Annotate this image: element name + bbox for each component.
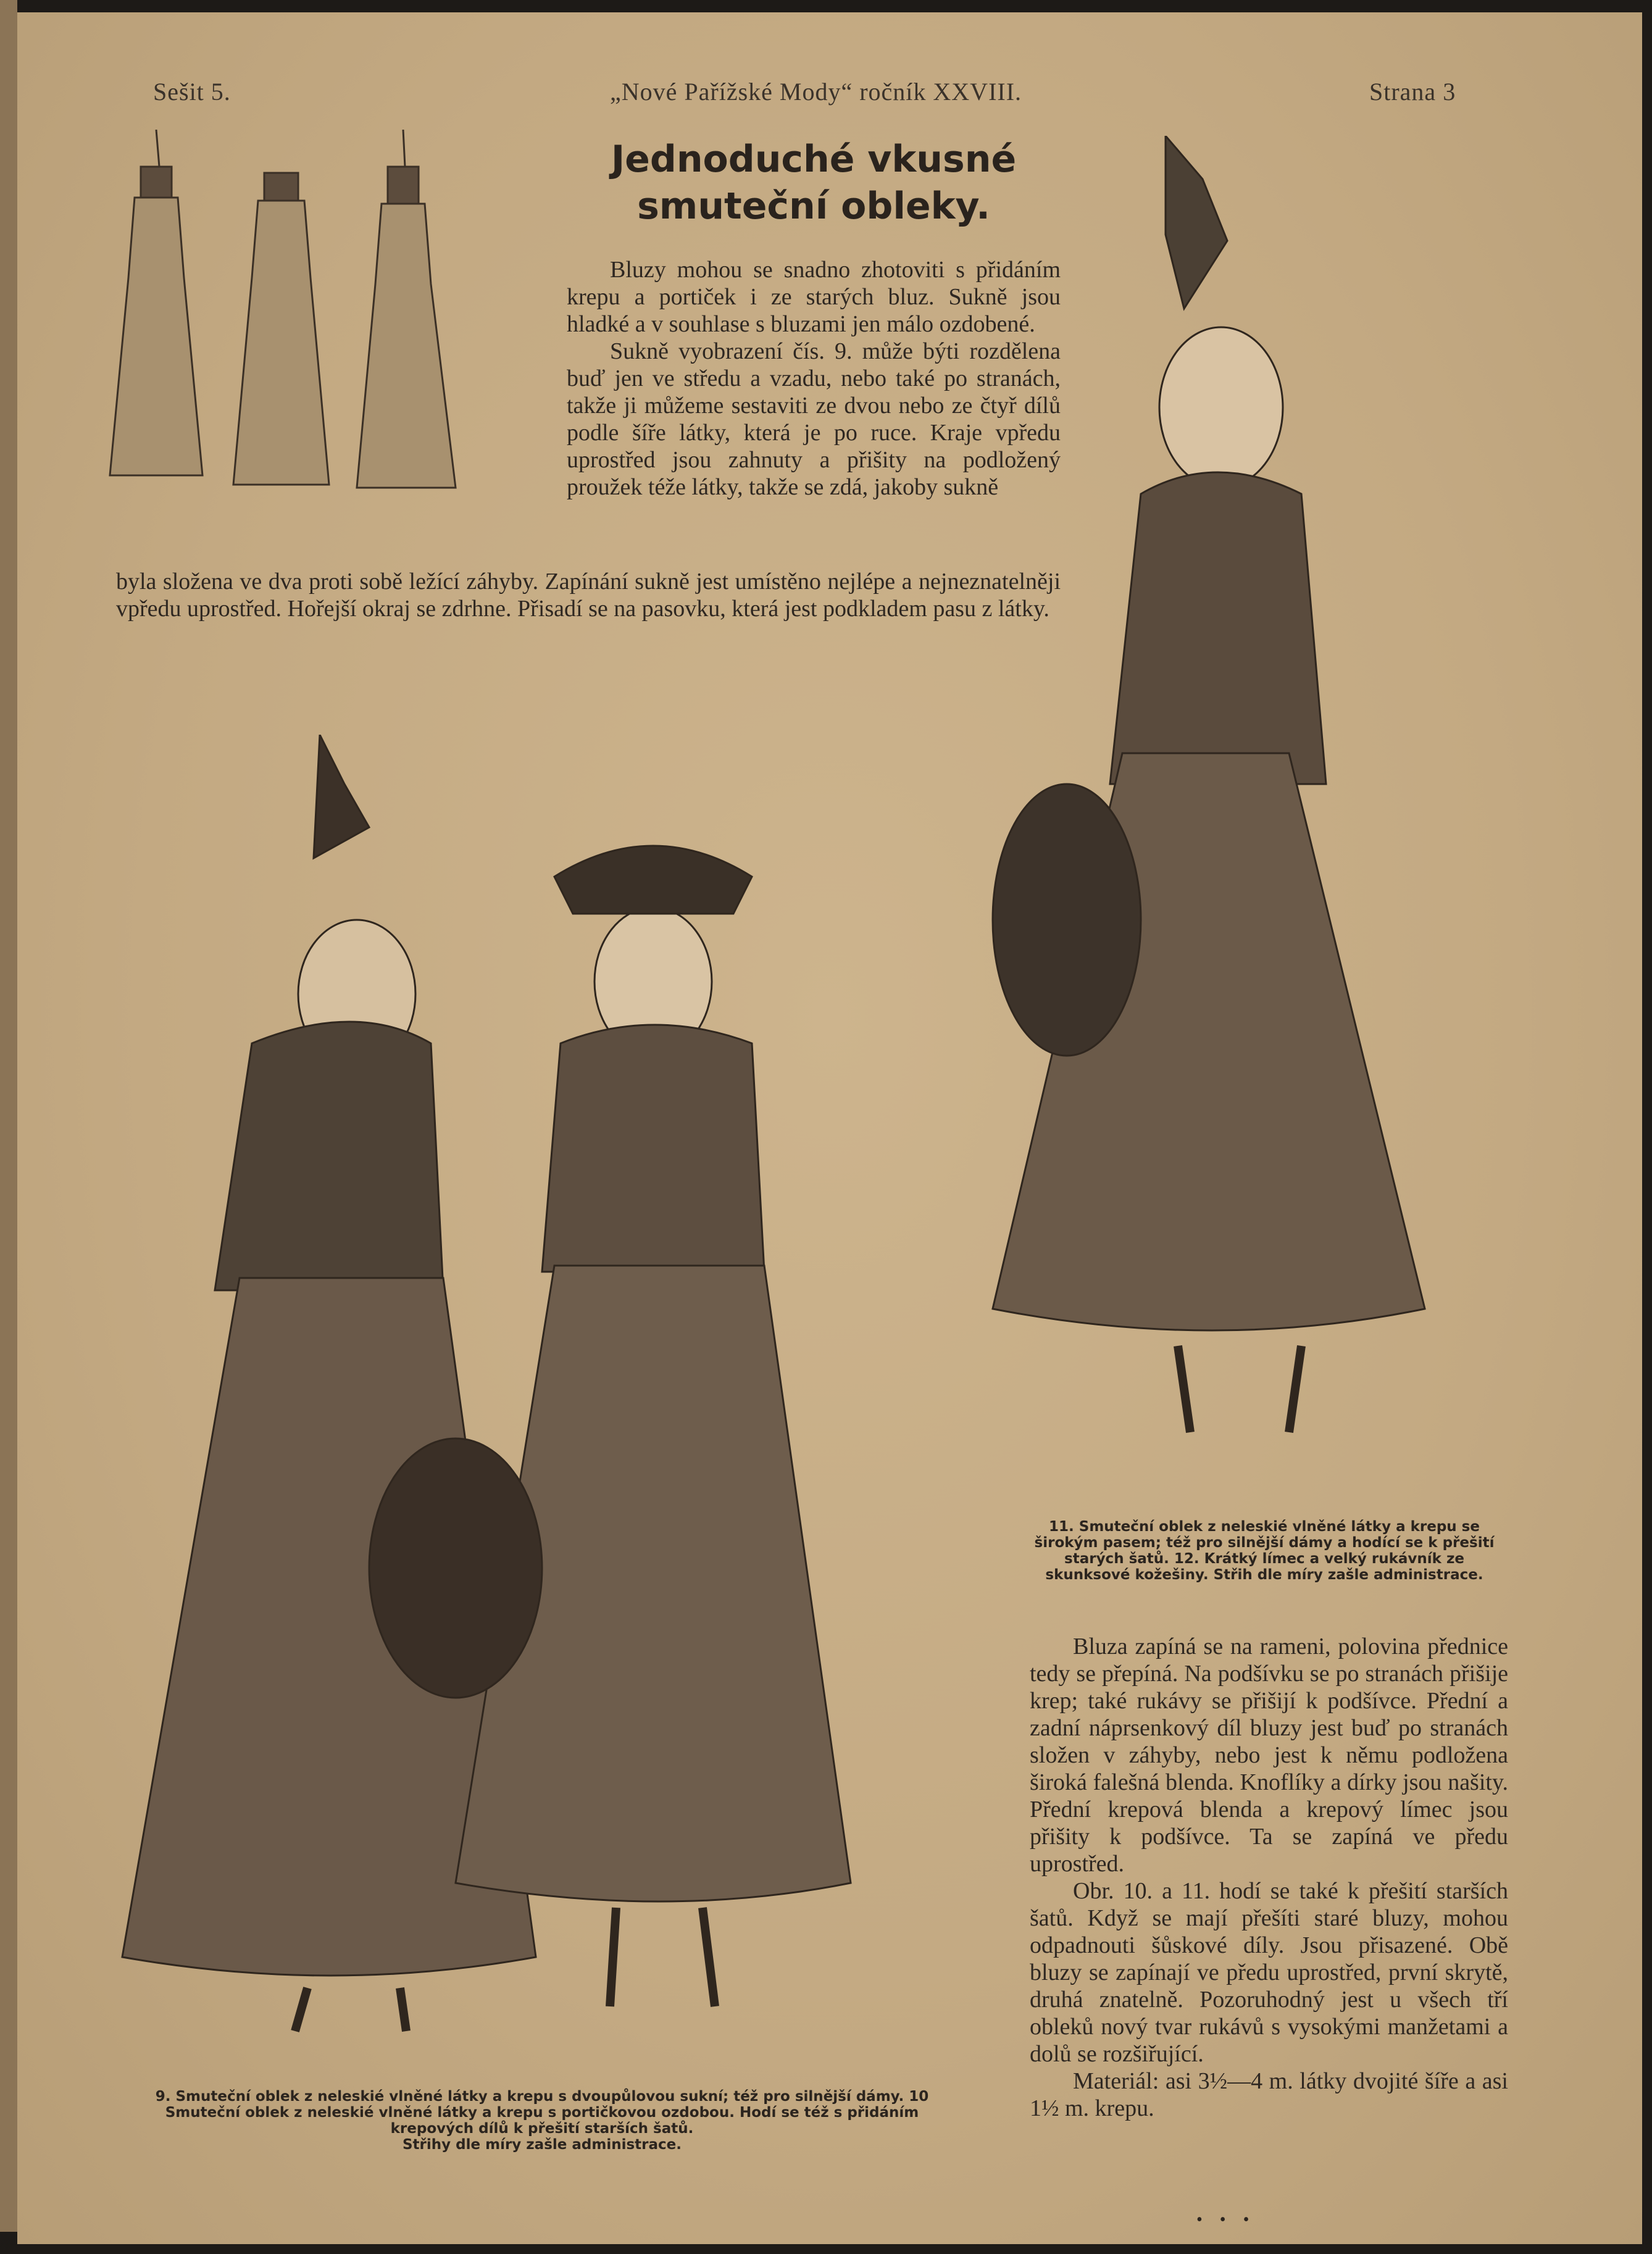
article-para1-continued: byla složena ve dva proti sobě ležící záhyby. Zapínání sukně jest umístěno nejlépe a nejneznatelněji vpředu uprostřed. Hořejší okraj se zdrhne. Přisadí se na pasovku, která jest podkladem pasu z látky. [116, 569, 1061, 622]
caption-line-2: Střihy dle míry zašle administrace. [402, 2137, 682, 2153]
title-line-2: smuteční obleky. [637, 185, 990, 228]
header-issue: Sešit 5. [153, 78, 231, 106]
article-intro: Bluzy mohou se snadno zhotoviti s přidáním krepu a portiček i ze starých bluz. Sukně jsou hladké a v souhlase s bluzami jen málo ozdobené. Sukně vyobrazení čís. 9. může býti rozdělena buď jen ve středu a vzadu, nebo také po stranách, takže ji můžeme sestaviti ze dvou nebo ze čtyř dílů podle šíře látky, která je po ruce. Kraje vpředu uprostřed jsou zahnuty a přišity na podložený proužek téže látky, takže se zdá, jakoby sukně [567, 257, 1061, 500]
page-binding-edge [0, 0, 17, 2232]
figure-11-caption: 11. Smuteční oblek z neleskié vlněné látky a krepu se širokým pasem; též pro silnější dámy a hodící se k přešití starých šatů. 12. Krátký límec a velký rukávník ze skunksové kožešiny. Střih dle míry zašle administrace. [1034, 1519, 1495, 1583]
title-line-1: Jednoduché vkusné [611, 138, 1017, 181]
figure-11-illustration [980, 136, 1431, 1451]
article-title [598, 136, 1030, 230]
article-right-column: Bluza zapíná se na rameni, polovina přednice tedy se přepíná. Na podšívku se po stranách přišije krep; také rukávy se přišijí k podšívce. Přední a zadní náprsenkový díl bluzy jest buď po stranách složen v záhyby, nebo jest k němu podložena široká falešná blenda. Knoflíky a dírky jsou našity. Přední krepová blenda a krepový límec jsou přišity k podšívce. Ta se zapíná ve předu uprostřed. Obr. 10. a 11. hodí se také k přešití starších šatů. Když se mají přešíti staré bluzy, mohou odpadnouti šůskové díly. Jsou přisazené. Obě bluzy se zapínají ve předu uprostřed, první skrytě, druhá znatelně. Pozoruhodný jest u všech tří obleků nový tvar rukávů s vysokými manžetami a dolů se rozšiřující. Materiál: asi 3½—4 m. látky dvojité šíře a asi 1½ m. krepu. [1030, 1634, 1508, 2121]
end-ornament: • • • [1196, 2210, 1249, 2229]
header-magazine-title: „Nové Pařížské Mody“ ročník XXVIII. [610, 78, 1022, 106]
magazine-page [17, 12, 1642, 2244]
figures-9-10-caption [128, 2089, 956, 2153]
header-page-number: Strana 3 [1369, 78, 1456, 106]
figures-9-10-illustration [110, 735, 943, 2037]
caption-line-1: 9. Smuteční oblek z neleskié vlněné látky a krepu s dvoupůlovou sukní; též pro silnější dámy. 10 Smuteční oblek z neleskié vlněné látky a krepu s portičkovou ozdobou. Hodí se též s přidáním krepových dílů k přešití starších šatů. [155, 2089, 929, 2137]
back-view-sketches [98, 130, 480, 549]
